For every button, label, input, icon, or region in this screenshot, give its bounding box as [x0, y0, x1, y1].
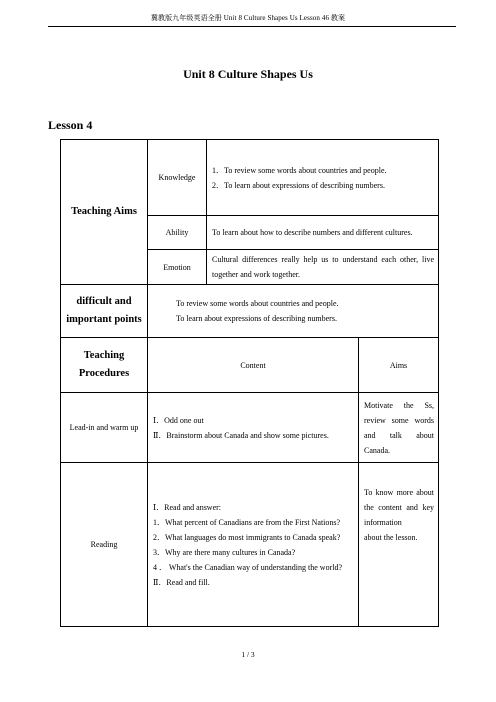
leadin-content-1: Ⅰ．Odd one out	[153, 415, 204, 425]
page-number: 1 / 3	[241, 650, 255, 659]
knowledge-line-2: 2．To learn about expressions of describing numbers.	[212, 180, 385, 190]
knowledge-label: Knowledge	[148, 140, 207, 216]
emotion-content: Cultural differences really help us to understand each other, live together and work together.	[207, 250, 439, 285]
procedures-label	[61, 338, 148, 393]
difficult-points-content	[148, 285, 439, 338]
ability-label: Ability	[148, 216, 207, 250]
lesson-heading: Lesson 4	[48, 118, 93, 132]
emotion-label: Emotion	[148, 250, 207, 285]
knowledge-content	[207, 140, 439, 216]
reading-question-1: 1．What percent of Canadians are from the First Nations?	[153, 517, 341, 527]
reading-aims-line-2: about the lesson.	[364, 533, 418, 542]
aims-column-header: Aims	[359, 338, 439, 393]
reading-label: Reading	[61, 463, 148, 627]
reading-content	[148, 463, 359, 627]
difficult-line-1: To review some words about countries and people.	[176, 299, 339, 308]
reading-aims-line-1: To know more about the content and key information	[364, 488, 435, 527]
leadin-content-2: Ⅱ．Brainstorm about Canada and show some pictures.	[153, 430, 329, 440]
reading-question-2: 2．What languages do most immigrants to Canada speak?	[153, 532, 341, 542]
difficult-label-line-2: important points	[66, 314, 142, 325]
leadin-aims: Motivate the Ss, review some words and talk about Canada.	[359, 393, 439, 463]
reading-fill: Ⅱ．Read and fill.	[153, 577, 210, 587]
difficult-label-line-1: difficult and	[76, 296, 132, 307]
procedures-label-line-1: Teaching	[83, 350, 125, 361]
leadin-content	[148, 393, 359, 463]
reading-intro: Ⅰ．Read and answer:	[153, 502, 222, 512]
header-divider	[48, 26, 456, 27]
lesson-plan-table	[60, 139, 439, 627]
reading-question-4: 4 ． What's the Canadian way of understanding the world?	[153, 562, 343, 572]
leadin-label: Lead-in and warm up	[61, 393, 148, 463]
ability-content: To learn about how to describe numbers and different cultures.	[207, 216, 439, 250]
difficult-points-label	[61, 285, 148, 338]
teaching-aims-label: Teaching Aims	[61, 140, 148, 285]
page-header: 冀教版九年级英语全册 Unit 8 Culture Shapes Us Lesson 46 教案	[150, 14, 346, 22]
content-column-header: Content	[148, 338, 359, 393]
knowledge-line-1: 1．To review some words about countries and people.	[212, 165, 387, 175]
procedures-label-line-2: Procedures	[78, 368, 130, 379]
document-title: Unit 8 Culture Shapes Us	[183, 67, 313, 81]
difficult-line-2: To learn about expressions of describing numbers.	[176, 314, 337, 323]
reading-question-3: 3．Why are there many cultures in Canada?	[153, 547, 296, 557]
reading-aims	[359, 463, 439, 627]
